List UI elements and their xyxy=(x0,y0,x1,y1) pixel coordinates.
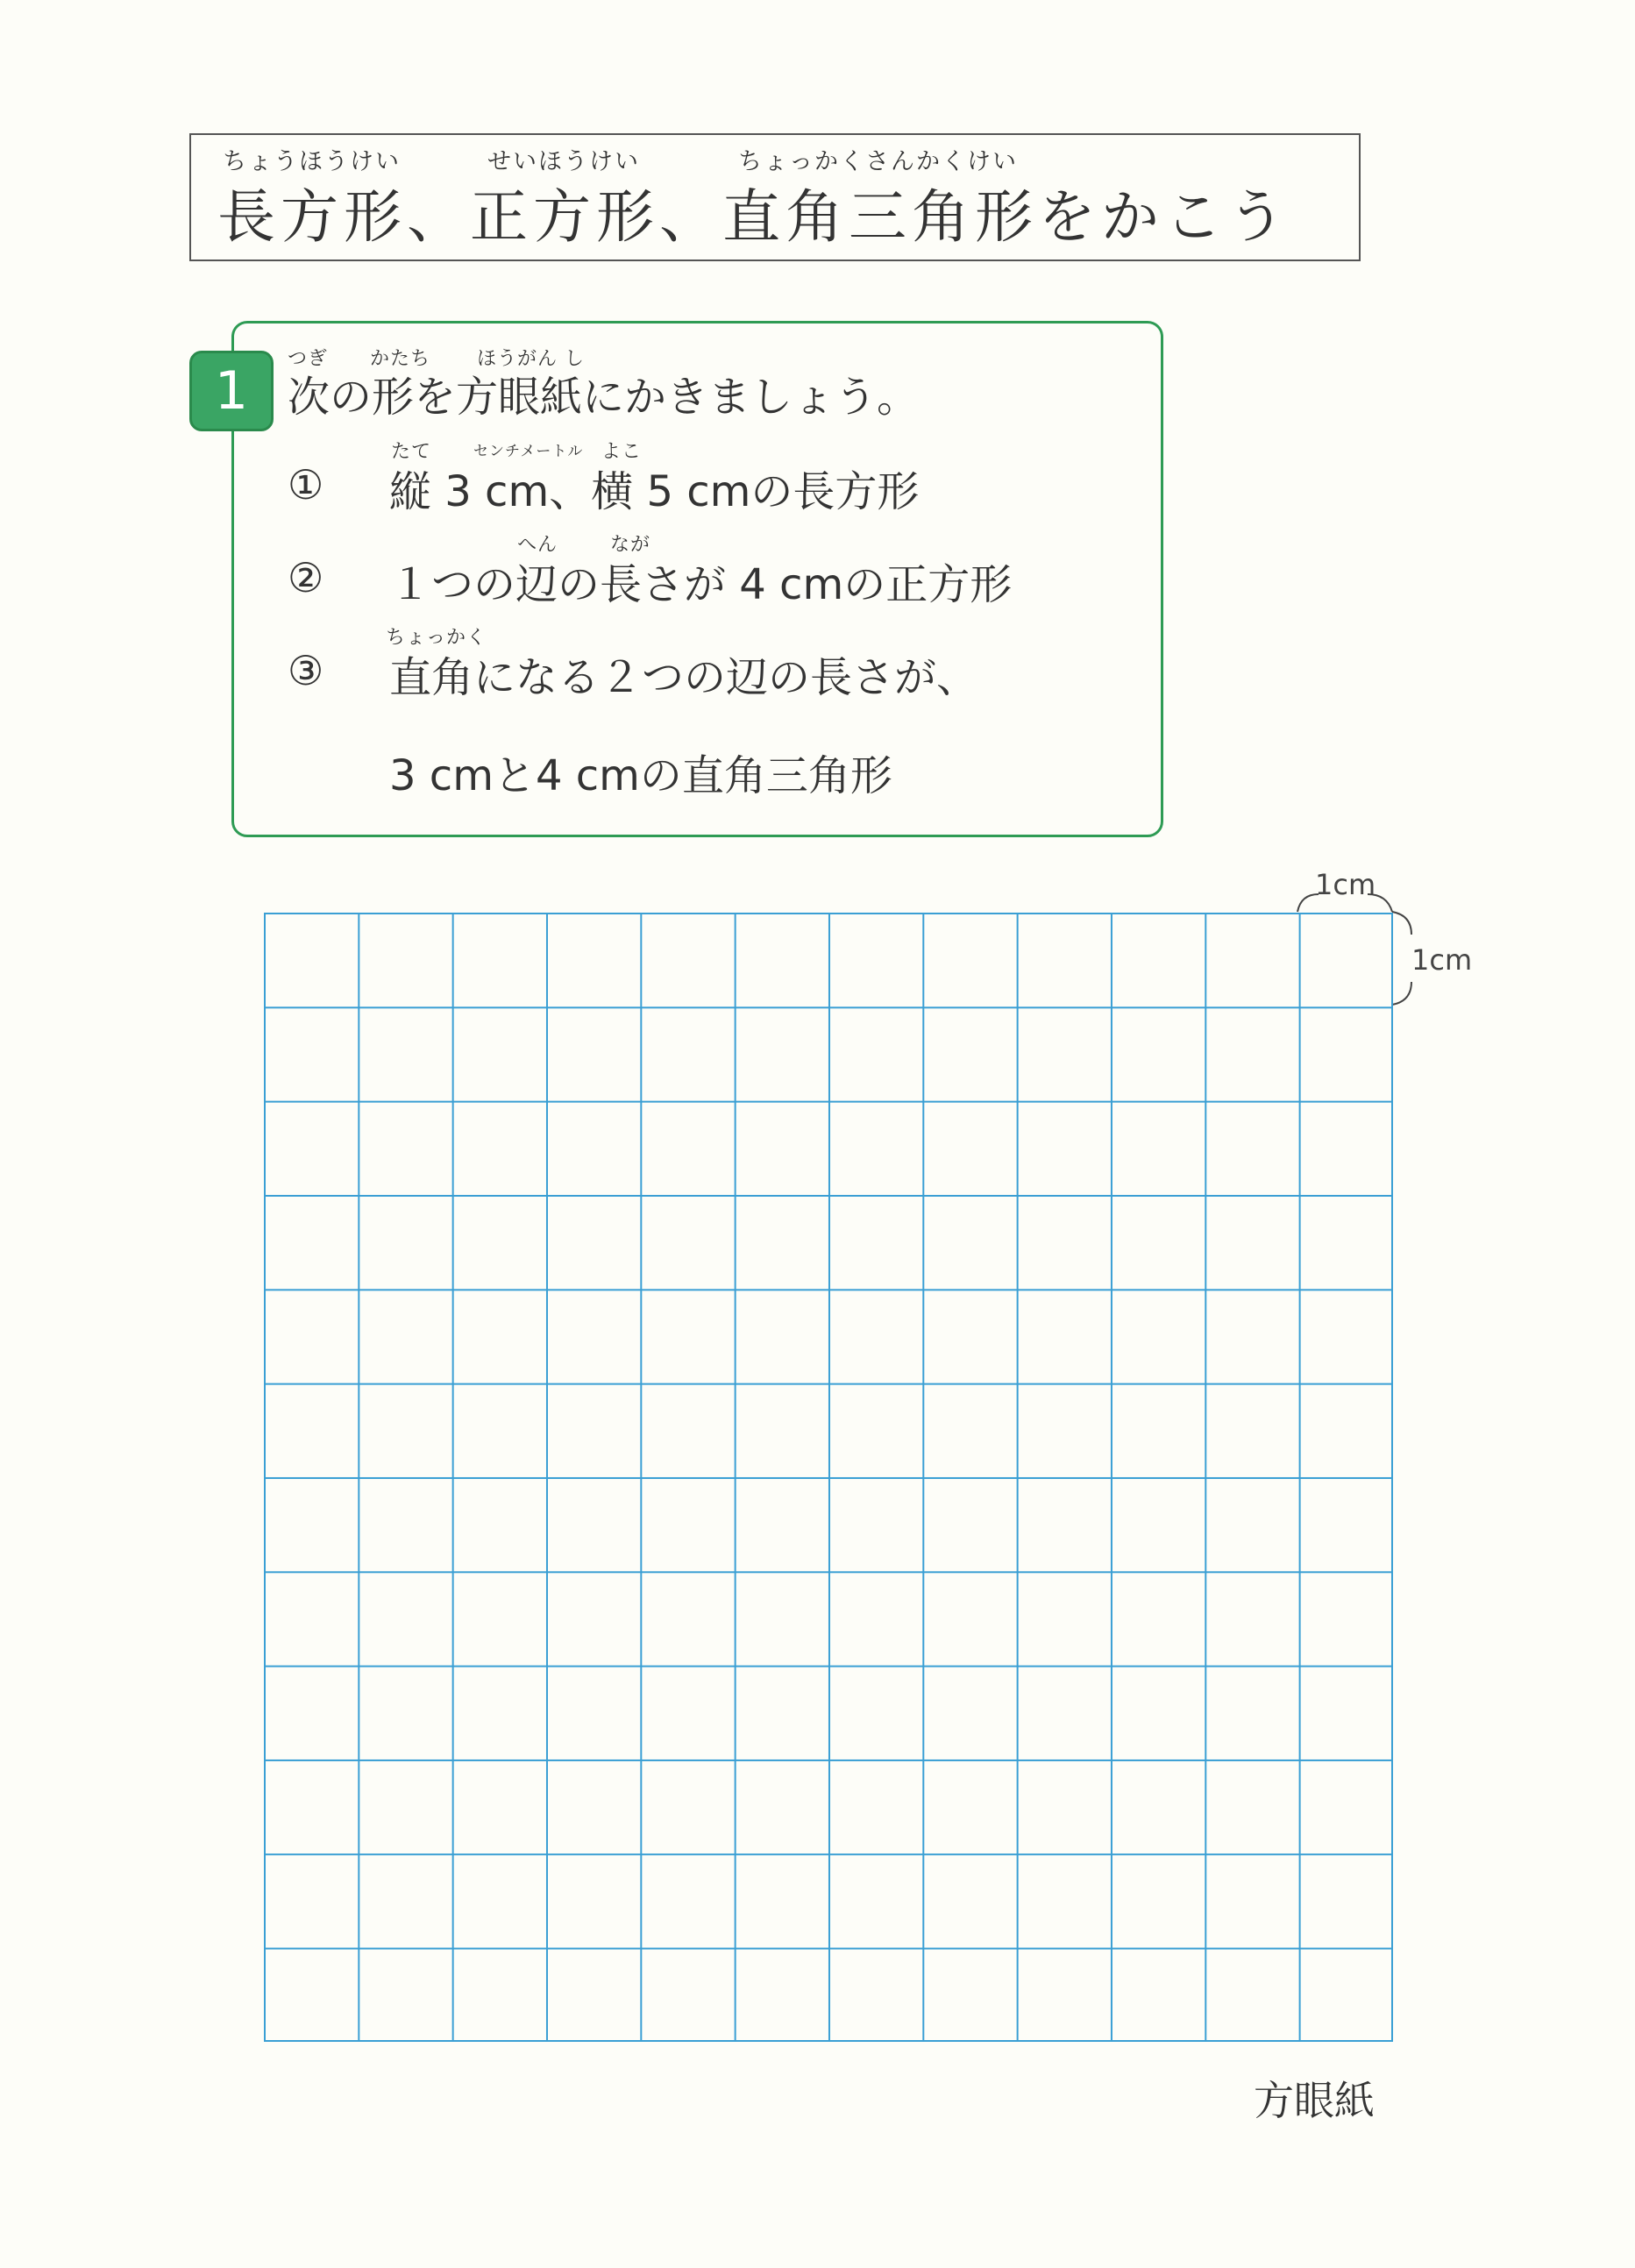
item-text-2: １つの辺の長さが 4 cmの正方形 xyxy=(389,560,1013,609)
question-prompt: 次の形を方眼紙にかきましょう。 xyxy=(288,373,920,422)
title-ruby-chokkakusankakukei: ちょっかくさんかくけい xyxy=(738,148,1018,175)
question-number-badge: 1 xyxy=(189,351,274,431)
ruby-yoko: よこ xyxy=(601,441,643,463)
title-ruby-seihoukei: せいほうけい xyxy=(487,148,640,175)
item-number-2: ② xyxy=(288,554,324,601)
worksheet-title: 長方形、正方形、直角三角形をかこう xyxy=(217,183,1290,251)
item-number-1: ① xyxy=(288,461,324,508)
item-number-3: ③ xyxy=(288,647,324,694)
worksheet-title-box xyxy=(189,133,1361,261)
ruby-naga: なが xyxy=(610,534,651,556)
ruby-tsugi: つぎ xyxy=(288,348,329,370)
item-text-1: 縦 3 cm、横 5 cmの長方形 xyxy=(389,467,920,516)
unit-label-side: 1cm xyxy=(1411,943,1473,977)
graph-paper-label: 方眼紙 xyxy=(1254,2077,1375,2124)
ruby-hougan: ほうがん し xyxy=(477,348,585,370)
ruby-hen: へん xyxy=(517,534,558,556)
ruby-centimeter: センチメートル xyxy=(473,443,584,460)
item-text-3-cont: 3 cmと4 cmの直角三角形 xyxy=(389,751,892,800)
unit-label-top: 1cm xyxy=(1315,868,1376,901)
ruby-chokkaku: ちょっかく xyxy=(386,627,487,649)
graph-paper-grid[interactable] xyxy=(264,913,1393,2042)
title-ruby-chouhoukei: ちょうほうけい xyxy=(223,148,401,175)
item-text-3: 直角になる２つの辺の長さが、 xyxy=(389,653,979,702)
ruby-katachi: かたち xyxy=(370,348,431,370)
ruby-tate: たて xyxy=(391,441,432,463)
